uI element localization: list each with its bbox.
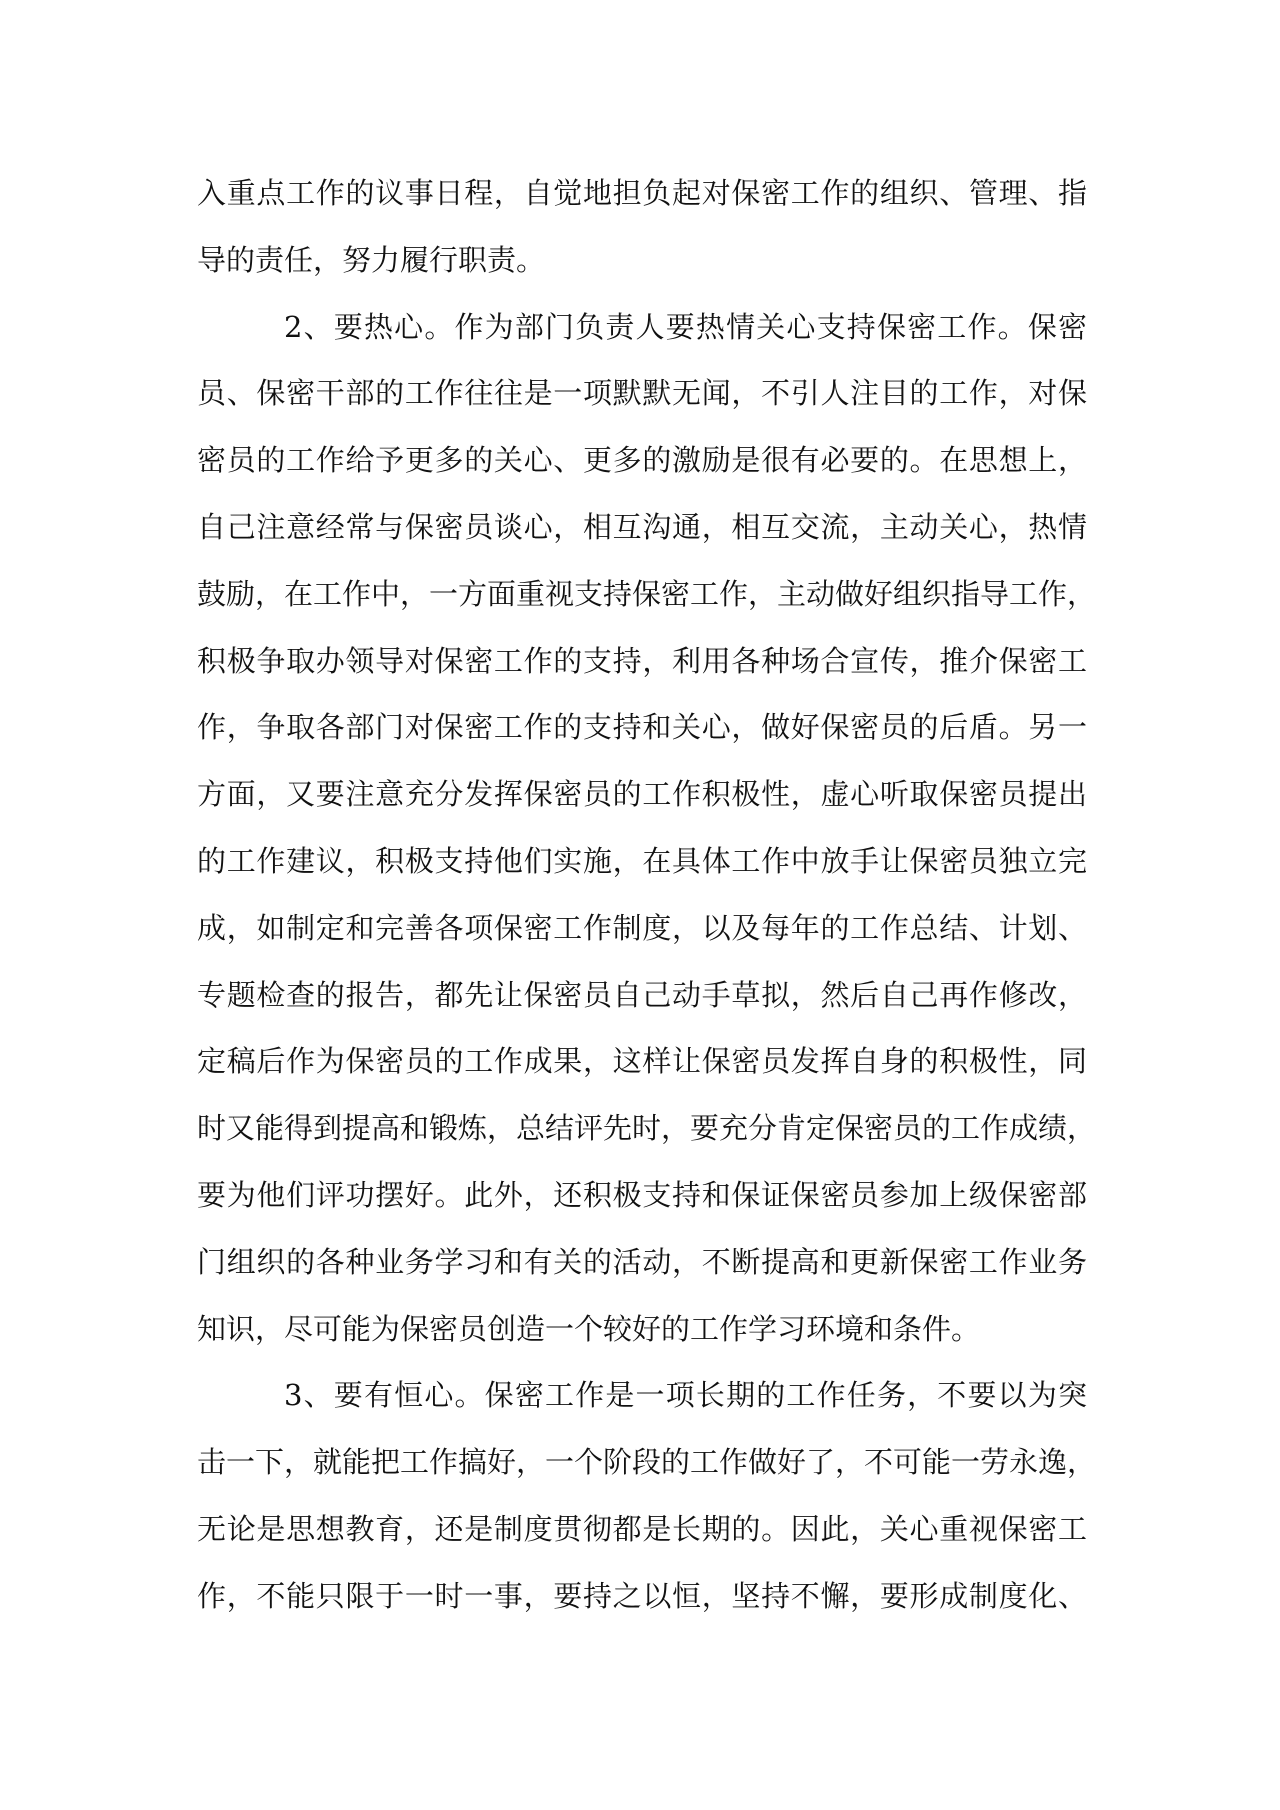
text-line: 密员的工作给予更多的关心、更多的激励是很有必要的。在思想上， <box>197 443 1087 478</box>
text-line: 成，如制定和完善各项保密工作制度，以及每年的工作总结、计划、 <box>197 910 1087 945</box>
text-line: 无论是思想教育，还是制度贯彻都是长期的。因此，关心重视保密工 <box>197 1511 1087 1546</box>
text-line: 员、保密干部的工作往往是一项默默无闻，不引人注目的工作，对保 <box>197 376 1087 411</box>
body-text <box>197 160 1097 1630</box>
text-line: 自己注意经常与保密员谈心，相互沟通，相互交流，主动关心，热情 <box>197 509 1087 544</box>
text-line: 的工作建议，积极支持他们实施，在具体工作中放手让保密员独立完 <box>197 843 1087 878</box>
text-line: 专题检查的报告，都先让保密员自己动手草拟，然后自己再作修改， <box>197 977 1087 1012</box>
text-line: 击一下，就能把工作搞好，一个阶段的工作做好了，不可能一劳永逸， <box>197 1445 1097 1480</box>
text-line: 要为他们评功摆好。此外，还积极支持和保证保密员参加上级保密部 <box>197 1177 1087 1212</box>
text-line: 入重点工作的议事日程，自觉地担负起对保密工作的组织、管理、指 <box>197 176 1087 210</box>
paragraph-start-line: 3、要有恒心。保密工作是一项长期的工作任务，不要以为突 <box>284 1378 1087 1413</box>
text-line: 时又能得到提高和锻炼，总结评先时，要充分肯定保密员的工作成绩， <box>197 1111 1097 1146</box>
text-line: 鼓励，在工作中，一方面重视支持保密工作，主动做好组织指导工作， <box>197 576 1097 611</box>
text-line: 方面，又要注意充分发挥保密员的工作积极性，虚心听取保密员提出 <box>197 777 1087 812</box>
text-line: 积极争取办领导对保密工作的支持，利用各种场合宣传，推介保密工 <box>197 643 1087 678</box>
text-line: 定稿后作为保密员的工作成果，这样让保密员发挥自身的积极性，同 <box>197 1044 1087 1079</box>
text-line: 导的责任，努力履行职责。 <box>197 242 546 277</box>
text-line: 作，争取各部门对保密工作的支持和关心，做好保密员的后盾。另一 <box>197 710 1087 745</box>
text-line: 门组织的各种业务学习和有关的活动，不断提高和更新保密工作业务 <box>197 1244 1087 1279</box>
text-line: 知识，尽可能为保密员创造一个较好的工作学习环境和条件。 <box>197 1311 981 1346</box>
paragraph-start-line: 2、要热心。作为部门负责人要热情关心支持保密工作。保密 <box>284 309 1087 344</box>
text-line: 作，不能只限于一时一事，要持之以恒，坚持不懈，要形成制度化、 <box>197 1578 1087 1613</box>
